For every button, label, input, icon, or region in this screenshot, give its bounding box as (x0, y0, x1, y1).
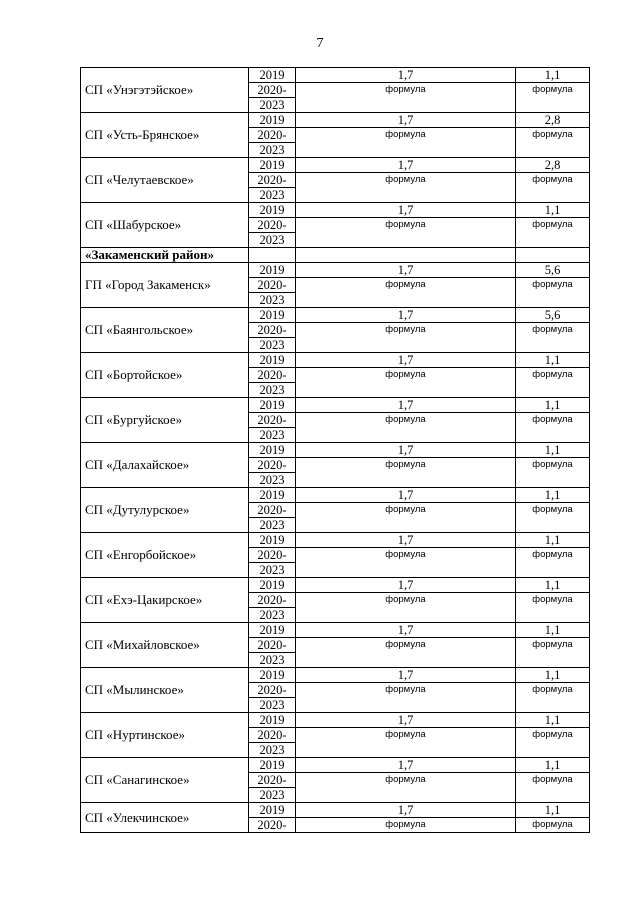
year-cell: 2023 (249, 293, 296, 308)
year-cell: 2020- (249, 83, 296, 98)
formula-cell: формула (296, 218, 516, 248)
table-row (81, 203, 590, 218)
year-cell: 2020- (249, 548, 296, 563)
formula-cell: формула (516, 368, 590, 398)
year-cell: 2019 (249, 158, 296, 173)
value-cell: 1,1 (516, 353, 590, 368)
value-cell: 1,7 (296, 758, 516, 773)
value-cell: 1,7 (296, 113, 516, 128)
section-header: «Закаменский район» (81, 248, 249, 263)
year-cell: 2019 (249, 668, 296, 683)
year-cell: 2023 (249, 518, 296, 533)
year-cell: 2020- (249, 503, 296, 518)
year-cell: 2019 (249, 803, 296, 818)
formula-cell: формула (296, 278, 516, 308)
formula-cell: формула (296, 548, 516, 578)
value-cell: 1,1 (516, 578, 590, 593)
formula-cell: формула (516, 458, 590, 488)
formula-cell: формула (516, 638, 590, 668)
table-row (81, 398, 590, 413)
year-cell: 2023 (249, 788, 296, 803)
settlement-name: ГП «Город Закаменск» (81, 263, 249, 308)
value-cell: 2,8 (516, 113, 590, 128)
year-cell: 2019 (249, 113, 296, 128)
value-cell: 1,1 (516, 443, 590, 458)
formula-cell: формула (296, 368, 516, 398)
value-cell: 1,7 (296, 398, 516, 413)
table-row (81, 758, 590, 773)
year-cell: 2019 (249, 68, 296, 83)
table-body-before (81, 68, 590, 248)
formula-cell: формула (296, 323, 516, 353)
page-number: 7 (316, 36, 324, 51)
value-cell: 1,7 (296, 203, 516, 218)
formula-cell: формула (296, 638, 516, 668)
settlement-name: СП «Санагинское» (81, 758, 249, 803)
year-cell: 2023 (249, 188, 296, 203)
value-cell: 1,7 (296, 263, 516, 278)
year-cell: 2020- (249, 218, 296, 233)
year-cell: 2019 (249, 398, 296, 413)
table-body-after (81, 263, 590, 803)
value-cell: 1,1 (516, 533, 590, 548)
table-row (81, 443, 590, 458)
value-cell: 1,7 (296, 488, 516, 503)
formula-cell: формула (296, 173, 516, 203)
value-cell: 1,1 (516, 758, 590, 773)
year-cell: 2019 (249, 623, 296, 638)
year-cell: 2023 (249, 98, 296, 113)
empty-cell (296, 248, 516, 263)
formula-cell: формула (296, 128, 516, 158)
value-cell: 5,6 (516, 263, 590, 278)
year-cell: 2023 (249, 428, 296, 443)
settlement-name: СП «Дутулурское» (81, 488, 249, 533)
formula-cell: формула (296, 83, 516, 113)
year-cell: 2020- (249, 413, 296, 428)
year-cell: 2019 (249, 203, 296, 218)
value-cell: 1,1 (516, 203, 590, 218)
table-row (81, 668, 590, 683)
settlement-name: СП «Далахайское» (81, 443, 249, 488)
value-cell: 1,1 (516, 713, 590, 728)
settlement-name: СП «Баянгольское» (81, 308, 249, 353)
year-cell: 2023 (249, 233, 296, 248)
value-cell: 1,1 (516, 803, 590, 818)
value-cell: 1,7 (296, 623, 516, 638)
year-cell: 2020- (249, 278, 296, 293)
settlement-name: СП «Шабурское» (81, 203, 249, 248)
table-row (81, 353, 590, 368)
empty-cell (516, 248, 590, 263)
formula-cell: формула (516, 83, 590, 113)
value-cell: 1,7 (296, 308, 516, 323)
table-row (81, 263, 590, 278)
value-cell: 1,7 (296, 578, 516, 593)
value-cell: 1,7 (296, 803, 516, 818)
year-cell: 2020- (249, 683, 296, 698)
settlement-name: СП «Михайловское» (81, 623, 249, 668)
year-cell: 2019 (249, 263, 296, 278)
formula-cell: формула (516, 128, 590, 158)
table-row (81, 803, 590, 818)
year-cell: 2020- (249, 323, 296, 338)
formula-cell: формула (516, 728, 590, 758)
value-cell: 1,1 (516, 623, 590, 638)
formula-cell: формула (516, 683, 590, 713)
table-row (81, 578, 590, 593)
empty-cell (249, 248, 296, 263)
year-cell: 2023 (249, 743, 296, 758)
table-row (81, 113, 590, 128)
year-cell: 2019 (249, 578, 296, 593)
table-row (81, 713, 590, 728)
year-cell: 2019 (249, 488, 296, 503)
table-row (81, 533, 590, 548)
table-row (81, 68, 590, 83)
year-cell: 2019 (249, 713, 296, 728)
formula-cell: формула (516, 173, 590, 203)
table-row (81, 488, 590, 503)
year-cell: 2019 (249, 533, 296, 548)
table-row (81, 308, 590, 323)
formula-cell: формула (296, 593, 516, 623)
value-cell: 1,1 (516, 488, 590, 503)
year-cell: 2023 (249, 473, 296, 488)
year-cell: 2023 (249, 563, 296, 578)
year-cell: 2020- (249, 173, 296, 188)
table-row (81, 158, 590, 173)
formula-cell: формула (516, 818, 590, 833)
year-cell: 2019 (249, 308, 296, 323)
formula-cell: формула (516, 548, 590, 578)
year-cell: 2023 (249, 653, 296, 668)
year-cell: 2020- (249, 593, 296, 608)
settlement-name: СП «Усть-Брянское» (81, 113, 249, 158)
tariff-table (80, 67, 590, 833)
formula-cell: формула (296, 818, 516, 833)
year-cell: 2019 (249, 758, 296, 773)
settlement-name: СП «Бортойское» (81, 353, 249, 398)
value-cell: 1,1 (516, 398, 590, 413)
formula-cell: формула (516, 323, 590, 353)
value-cell: 1,7 (296, 68, 516, 83)
table-row (81, 623, 590, 638)
year-cell: 2023 (249, 143, 296, 158)
value-cell: 1,7 (296, 158, 516, 173)
value-cell: 1,7 (296, 713, 516, 728)
value-cell: 5,6 (516, 308, 590, 323)
year-cell: 2020- (249, 458, 296, 473)
formula-cell: формула (296, 683, 516, 713)
value-cell: 1,7 (296, 443, 516, 458)
section-header-body (81, 248, 590, 263)
year-cell: 2020- (249, 728, 296, 743)
settlement-name: СП «Енгорбойское» (81, 533, 249, 578)
value-cell: 1,7 (296, 668, 516, 683)
settlement-name: СП «Нуртинское» (81, 713, 249, 758)
settlement-name: СП «Бургуйское» (81, 398, 249, 443)
formula-cell: формула (516, 278, 590, 308)
value-cell: 1,1 (516, 668, 590, 683)
formula-cell: формула (296, 728, 516, 758)
year-cell: 2020- (249, 128, 296, 143)
formula-cell: формула (516, 503, 590, 533)
year-cell: 2023 (249, 383, 296, 398)
value-cell: 1,7 (296, 353, 516, 368)
formula-cell: формула (296, 458, 516, 488)
formula-cell: формула (516, 773, 590, 803)
settlement-name: СП «Улекчинское» (81, 803, 249, 833)
formula-cell: формула (516, 218, 590, 248)
last-row-body (81, 803, 590, 833)
year-cell: 2023 (249, 698, 296, 713)
formula-cell: формула (296, 413, 516, 443)
year-cell: 2019 (249, 443, 296, 458)
settlement-name: СП «Унэгэтэйское» (81, 68, 249, 113)
year-cell: 2020- (249, 368, 296, 383)
formula-cell: формула (296, 503, 516, 533)
year-cell: 2020- (249, 638, 296, 653)
value-cell: 2,8 (516, 158, 590, 173)
year-cell: 2019 (249, 353, 296, 368)
formula-cell: формула (516, 413, 590, 443)
year-cell: 2023 (249, 338, 296, 353)
year-cell: 2020- (249, 818, 296, 833)
formula-cell: формула (296, 773, 516, 803)
value-cell: 1,1 (516, 68, 590, 83)
formula-cell: формула (516, 593, 590, 623)
value-cell: 1,7 (296, 533, 516, 548)
settlement-name: СП «Ехэ-Цакирское» (81, 578, 249, 623)
settlement-name: СП «Мылинское» (81, 668, 249, 713)
year-cell: 2023 (249, 608, 296, 623)
section-header-row (81, 248, 590, 263)
settlement-name: СП «Челутаевское» (81, 158, 249, 203)
year-cell: 2020- (249, 773, 296, 788)
